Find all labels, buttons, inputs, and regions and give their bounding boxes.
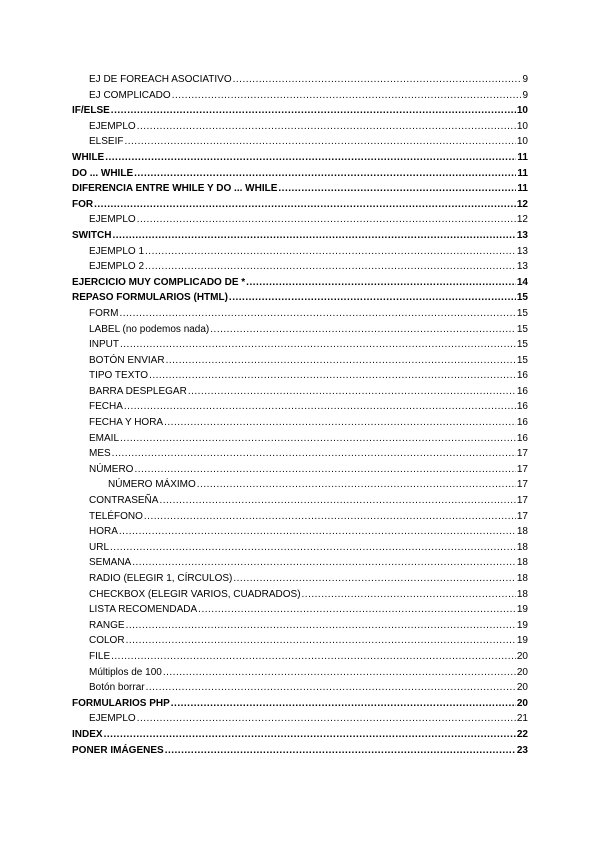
toc-entry-title: BARRA DESPLEGAR (89, 385, 187, 397)
toc-dot-leader (120, 431, 516, 447)
toc-entry-page-number: 17 (516, 510, 528, 522)
toc-dot-leader (159, 493, 515, 509)
toc-entry[interactable] (72, 602, 528, 618)
toc-entry-page-number: 16 (516, 385, 528, 397)
toc-entry[interactable] (72, 212, 528, 228)
toc-entry-title: EJ COMPLICADO (89, 89, 171, 101)
toc-dot-leader (246, 275, 516, 291)
toc-entry-title: EMAIL (89, 432, 120, 444)
toc-dot-leader (112, 446, 516, 462)
toc-entry-title: WHILE (72, 151, 105, 163)
toc-entry-title: NÚMERO MÁXIMO (108, 479, 196, 491)
toc-entry[interactable] (72, 259, 528, 275)
toc-entry-title: HORA (89, 526, 118, 538)
toc-dot-leader (210, 322, 516, 338)
toc-entry-title: MES (89, 448, 111, 460)
toc-entry-title: EJEMPLO (89, 120, 136, 132)
toc-entry-page-number: 20 (516, 666, 528, 678)
toc-entry-page-number: 10 (516, 136, 528, 148)
toc-entry-title: COLOR (89, 635, 125, 647)
toc-entry[interactable] (72, 337, 528, 353)
toc-dot-leader (229, 290, 516, 306)
toc-entry[interactable] (72, 462, 528, 478)
toc-dot-leader (233, 72, 522, 88)
toc-entry-page-number: 17 (516, 495, 528, 507)
toc-entry[interactable] (72, 399, 528, 415)
toc-entry-page-number: 21 (516, 713, 528, 725)
toc-dot-leader (171, 696, 516, 712)
toc-dot-leader (112, 228, 515, 244)
toc-entry-page-number: 16 (516, 432, 528, 444)
toc-entry[interactable] (72, 711, 528, 727)
toc-entry-page-number: 11 (517, 151, 528, 163)
toc-entry[interactable] (72, 306, 528, 322)
toc-entry-title: INPUT (89, 339, 119, 351)
toc-entry-title: LISTA RECOMENDADA (89, 604, 198, 616)
toc-entry-page-number: 19 (516, 619, 528, 631)
toc-entry-page-number: 10 (516, 105, 528, 117)
toc-entry[interactable] (72, 384, 528, 400)
toc-entry[interactable] (72, 228, 528, 244)
toc-entry-title: PONER IMÁGENES (72, 744, 164, 756)
toc-entry[interactable] (72, 134, 528, 150)
toc-entry[interactable] (72, 72, 528, 88)
table-of-contents (72, 72, 528, 758)
toc-entry-page-number: 11 (517, 183, 528, 195)
toc-dot-leader (111, 649, 516, 665)
toc-entry-page-number: 17 (516, 479, 528, 491)
toc-entry-page-number: 18 (516, 557, 528, 569)
toc-dot-leader (278, 181, 516, 197)
toc-dot-leader (137, 119, 516, 135)
toc-dot-leader (165, 743, 516, 759)
toc-entry[interactable] (72, 509, 528, 525)
toc-entry-title: FILE (89, 650, 111, 662)
toc-entry-page-number: 14 (516, 276, 528, 288)
toc-dot-leader (120, 337, 516, 353)
toc-entry[interactable] (72, 618, 528, 634)
toc-dot-leader (132, 555, 516, 571)
toc-entry-page-number: 13 (516, 245, 528, 257)
toc-entry[interactable] (72, 275, 528, 291)
toc-dot-leader (110, 540, 516, 556)
toc-entry[interactable] (72, 446, 528, 462)
toc-entry-title: EJ DE FOREACH ASOCIATIVO (89, 74, 232, 85)
toc-entry[interactable] (72, 368, 528, 384)
toc-entry[interactable] (72, 524, 528, 540)
toc-entry-title: FORM (89, 307, 119, 319)
toc-entry-title: Botón borrar (89, 682, 145, 694)
toc-entry-page-number: 15 (516, 354, 528, 366)
toc-dot-leader (137, 212, 516, 228)
toc-entry-page-number: 23 (516, 744, 528, 756)
toc-entry[interactable] (72, 88, 528, 104)
toc-entry[interactable] (72, 477, 528, 493)
toc-entry-title: CONTRASEÑA (89, 495, 159, 507)
toc-entry-title: INDEX (72, 728, 103, 740)
toc-entry[interactable] (72, 290, 528, 306)
toc-entry-title: TIPO TEXTO (89, 370, 149, 382)
toc-entry[interactable] (72, 540, 528, 556)
toc-dot-leader (188, 384, 516, 400)
toc-entry-title: SWITCH (72, 229, 112, 241)
toc-entry-page-number: 13 (516, 229, 528, 241)
toc-entry-page-number: 19 (516, 635, 528, 647)
toc-entry-title: CHECKBOX (ELEGIR VARIOS, CUADRADOS) (89, 588, 301, 600)
toc-entry-page-number: 15 (516, 323, 528, 335)
toc-dot-leader (124, 134, 515, 150)
toc-entry-title: FECHA (89, 401, 123, 413)
toc-entry-page-number: 13 (516, 261, 528, 273)
toc-dot-leader (119, 524, 516, 540)
toc-dot-leader (126, 618, 516, 634)
toc-dot-leader (104, 727, 516, 743)
toc-dot-leader (233, 571, 516, 587)
toc-entry-title: RADIO (ELEGIR 1, CÍRCULOS) (89, 573, 233, 584)
toc-dot-leader (145, 244, 516, 260)
toc-entry-title: Múltiplos de 100 (89, 666, 162, 678)
toc-entry-title: DIFERENCIA ENTRE WHILE Y DO ... WHILE (72, 183, 278, 195)
toc-entry-page-number: 17 (516, 448, 528, 460)
toc-dot-leader (198, 602, 516, 618)
toc-entry-page-number: 20 (516, 650, 528, 662)
toc-entry-title: BOTÓN ENVIAR (89, 354, 165, 366)
toc-entry[interactable] (72, 197, 528, 213)
toc-entry-title: EJEMPLO (89, 713, 136, 725)
toc-entry[interactable] (72, 571, 528, 587)
toc-dot-leader (94, 197, 516, 213)
toc-entry-title: LABEL (no podemos nada) (89, 323, 210, 335)
toc-entry[interactable] (72, 493, 528, 509)
toc-entry-page-number: 16 (516, 370, 528, 382)
toc-entry[interactable] (72, 665, 528, 681)
toc-entry-page-number: 12 (516, 198, 528, 210)
toc-entry-title: REPASO FORMULARIOS (HTML) (72, 292, 228, 304)
toc-entry-page-number: 15 (516, 292, 528, 304)
toc-entry[interactable] (72, 353, 528, 369)
toc-dot-leader (111, 103, 516, 119)
toc-entry-title: IF/ELSE (72, 105, 110, 117)
toc-entry[interactable] (72, 587, 528, 603)
toc-entry-title: URL (89, 541, 110, 553)
toc-entry-title: DO ... WHILE (72, 167, 134, 179)
toc-dot-leader (105, 150, 516, 166)
toc-entry-page-number: 11 (517, 167, 528, 179)
toc-entry-title: EJEMPLO 2 (89, 261, 145, 273)
toc-entry-title: TELÉFONO (89, 510, 143, 522)
toc-entry[interactable] (72, 555, 528, 571)
toc-entry-page-number: 19 (516, 604, 528, 616)
toc-dot-leader (119, 306, 515, 322)
toc-entry[interactable] (72, 415, 528, 431)
toc-entry-title: FOR (72, 198, 94, 210)
toc-dot-leader (166, 353, 516, 369)
toc-dot-leader (146, 680, 516, 696)
toc-dot-leader (134, 166, 516, 182)
toc-entry-page-number: 22 (516, 728, 528, 740)
toc-dot-leader (164, 415, 516, 431)
toc-dot-leader (163, 665, 516, 681)
toc-list (72, 72, 528, 758)
toc-dot-leader (149, 368, 516, 384)
toc-entry[interactable] (72, 150, 528, 166)
toc-entry-page-number: 20 (516, 682, 528, 694)
toc-entry-title: ELSEIF (89, 136, 124, 148)
toc-entry[interactable] (72, 166, 528, 182)
toc-entry[interactable] (72, 119, 528, 135)
toc-dot-leader (137, 711, 516, 727)
toc-entry[interactable] (72, 727, 528, 743)
toc-dot-leader (126, 633, 516, 649)
toc-entry-page-number: 16 (516, 401, 528, 413)
toc-entry[interactable] (72, 103, 528, 119)
toc-dot-leader (134, 462, 515, 478)
toc-entry-page-number: 20 (516, 697, 528, 709)
toc-entry[interactable] (72, 649, 528, 665)
toc-dot-leader (145, 259, 516, 275)
toc-entry[interactable] (72, 244, 528, 260)
toc-entry[interactable] (72, 696, 528, 712)
toc-entry-page-number: 18 (516, 526, 528, 538)
toc-entry-title: EJEMPLO 1 (89, 245, 145, 257)
toc-entry-title: EJEMPLO (89, 214, 136, 226)
toc-entry-title: FORMULARIOS PHP (72, 697, 170, 709)
toc-entry-page-number: 10 (516, 120, 528, 132)
toc-entry-page-number: 9 (522, 89, 528, 101)
toc-entry-page-number: 18 (516, 588, 528, 600)
toc-entry[interactable] (72, 743, 528, 759)
toc-entry[interactable] (72, 680, 528, 696)
toc-entry[interactable] (72, 633, 528, 649)
toc-entry-page-number: 18 (516, 541, 528, 553)
toc-dot-leader (124, 399, 516, 415)
toc-entry[interactable] (72, 431, 528, 447)
toc-entry-title: EJERCICIO MUY COMPLICADO DE * (72, 276, 246, 288)
toc-entry-page-number: 9 (522, 74, 528, 85)
toc-entry-title: SEMANA (89, 557, 132, 569)
toc-entry-title: NÚMERO (89, 463, 134, 475)
toc-entry-page-number: 18 (516, 573, 528, 584)
toc-dot-leader (197, 477, 516, 493)
toc-entry-page-number: 15 (516, 339, 528, 351)
toc-dot-leader (144, 509, 516, 525)
toc-entry-page-number: 12 (516, 214, 528, 226)
toc-dot-leader (172, 88, 522, 104)
toc-entry[interactable] (72, 181, 528, 197)
toc-entry-page-number: 16 (516, 417, 528, 429)
toc-entry[interactable] (72, 322, 528, 338)
toc-entry-page-number: 17 (516, 463, 528, 475)
toc-entry-page-number: 15 (516, 307, 528, 319)
toc-entry-title: FECHA Y HORA (89, 417, 164, 429)
toc-dot-leader (302, 587, 516, 603)
toc-entry-title: RANGE (89, 619, 125, 631)
